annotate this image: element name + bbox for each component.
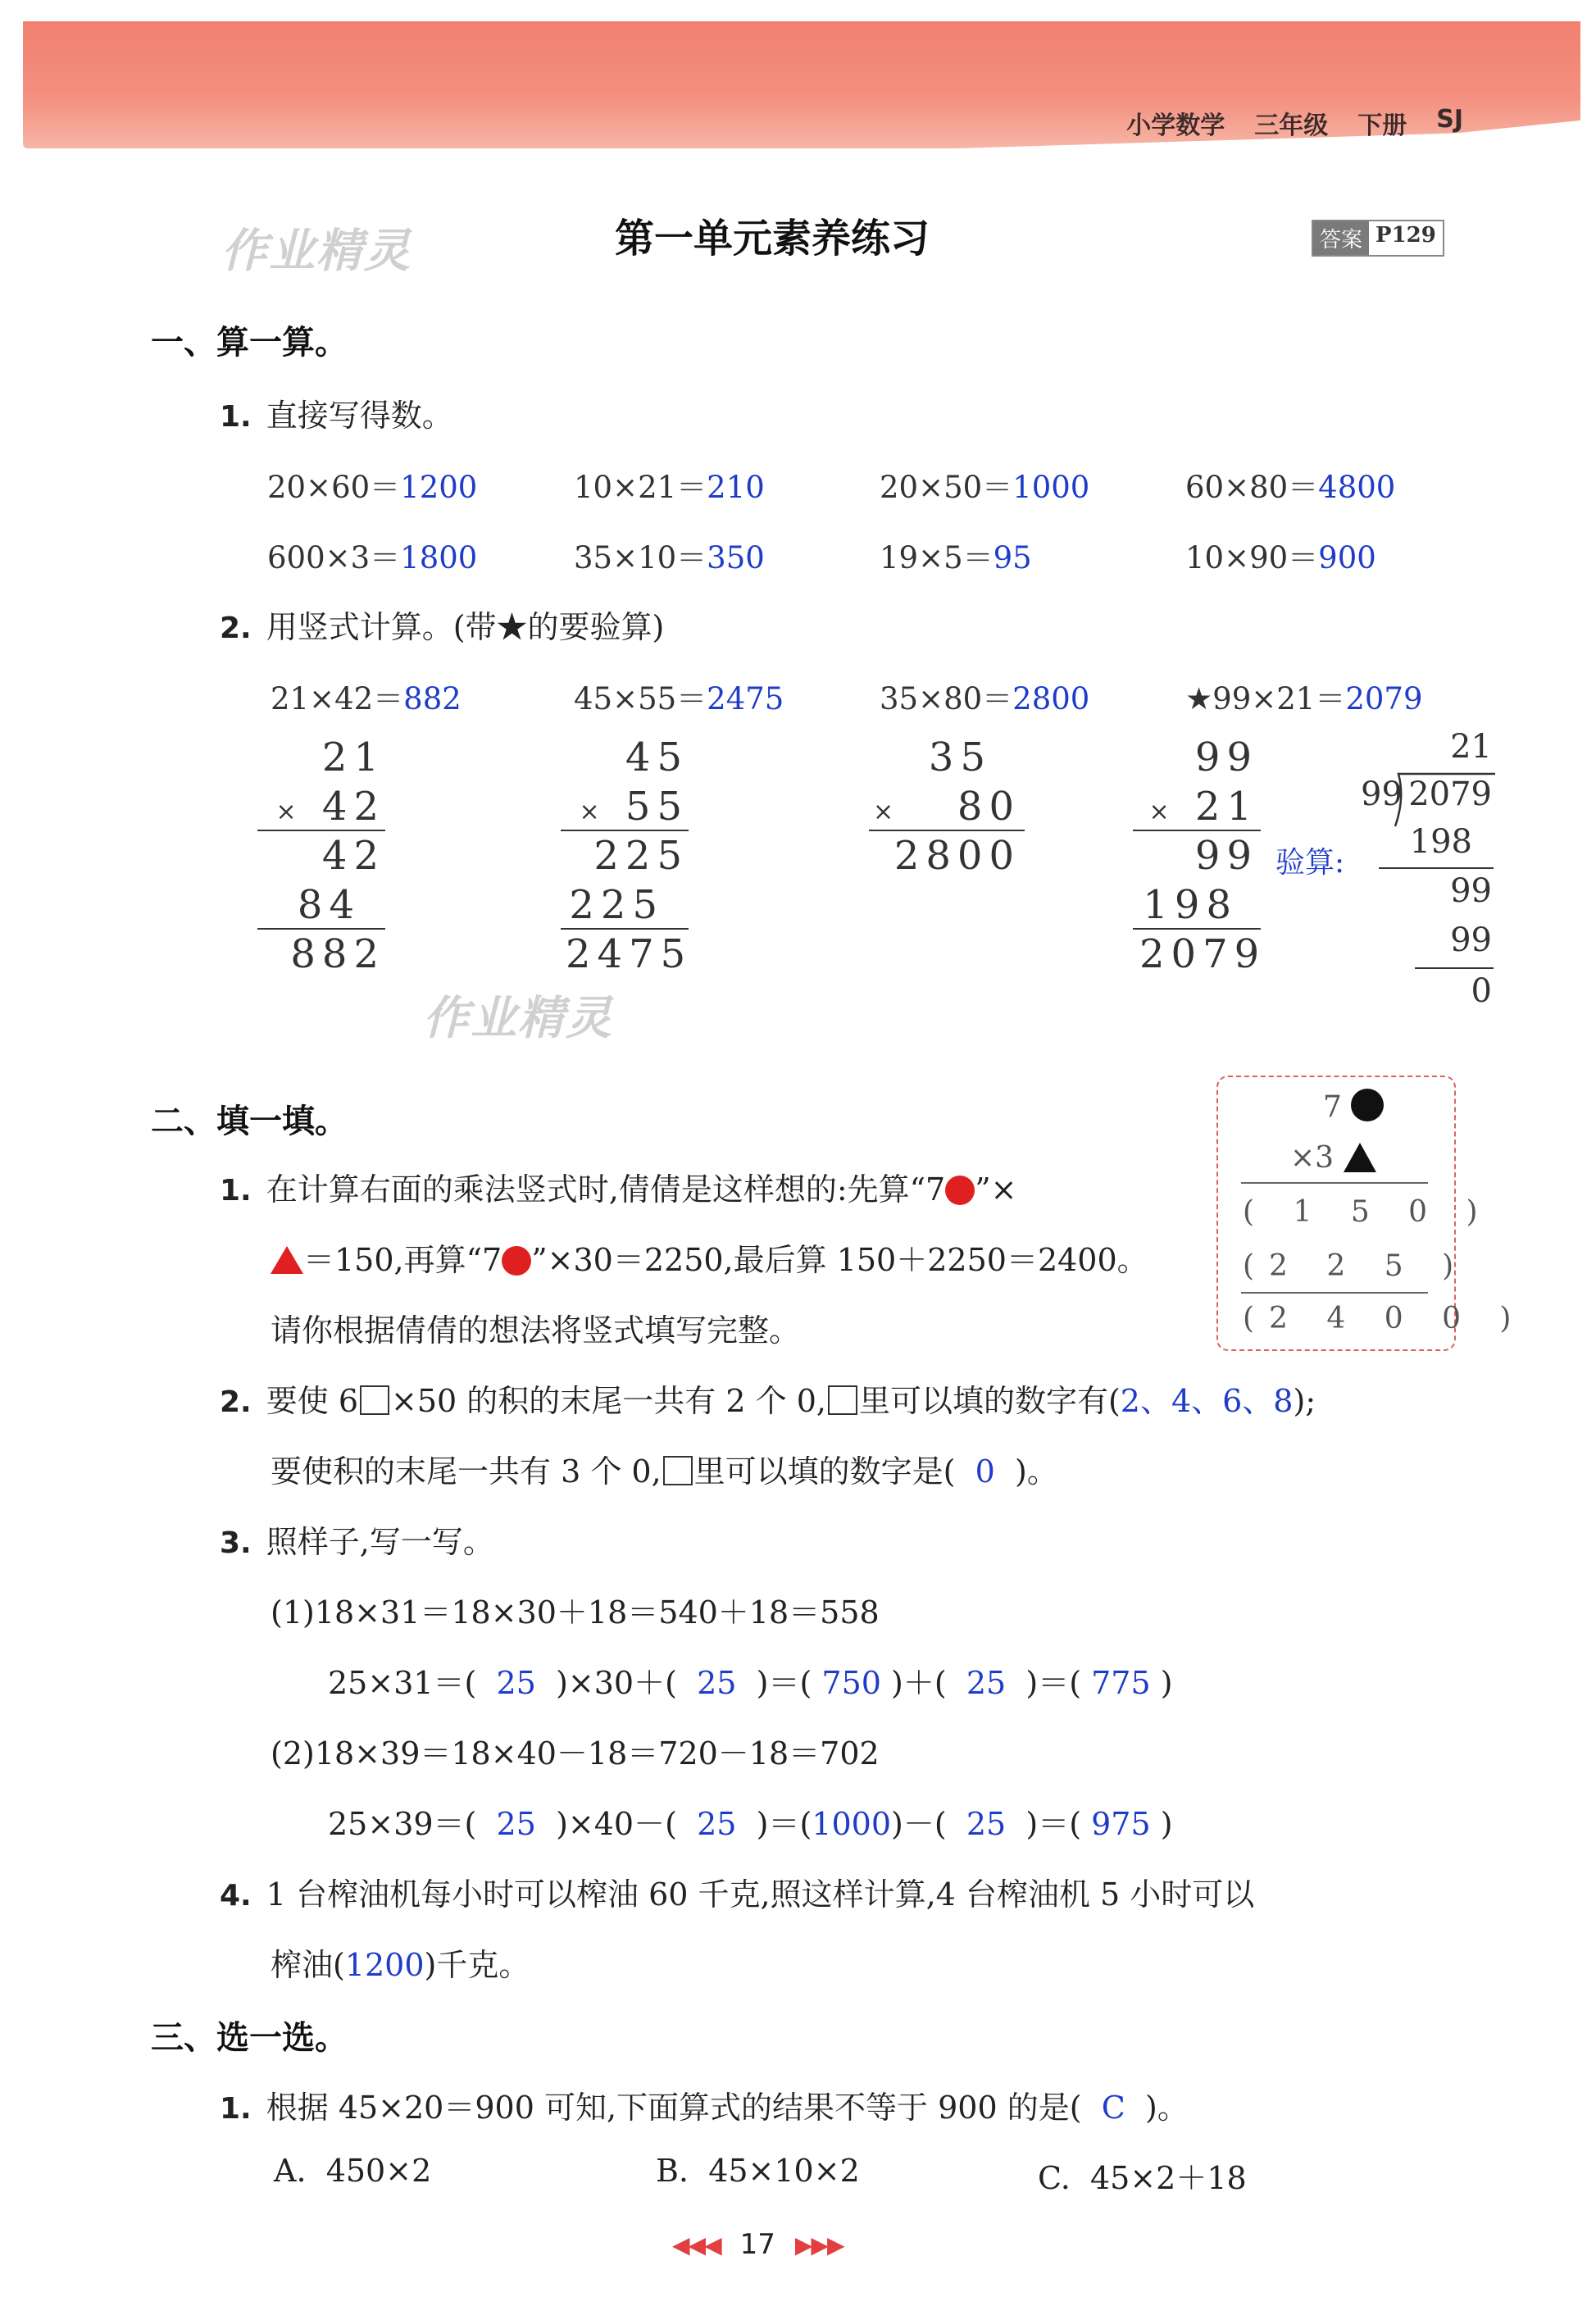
volume-label: 下册 [1357,111,1407,140]
answer: 350 [707,540,765,575]
answer: 1800 [400,540,478,575]
mental-calc-item [574,533,765,577]
text: 根据 45×20＝900 可知,下面算式的结果不等于 900 的是( [266,2090,1082,2126]
answer: 0 [975,1453,995,1490]
answer-page-tag[interactable] [1312,220,1444,257]
div-remainder-1: 99 [1450,872,1492,910]
s2-q4-line-1 [220,1869,1254,1914]
div-quotient: 21 [1450,728,1492,766]
blank-box [663,1456,693,1485]
v2-multiplier-value: 55 [625,784,689,830]
s2-q1-line-1 [220,1164,1017,1209]
text: )＝( [756,1806,812,1842]
v1-line-1 [257,830,385,831]
text: )＝( [1025,1665,1082,1701]
answer: 882 [403,681,462,716]
digit: 7 [1323,1090,1342,1124]
s2-q3-number: 3. [220,1526,252,1560]
expr: 600×3＝ [267,540,401,575]
page-footer [672,2228,843,2261]
div-divisor: 99 [1361,775,1403,813]
s1-q2-prompt [220,602,664,647]
answer: 25 [966,1665,1007,1701]
expr: 21×42＝ [271,681,404,716]
expr: 45×55＝ [574,681,707,716]
blank-box [360,1385,389,1415]
v2-multiplier [566,784,689,830]
s2-q3-example-2: (2)18×39＝18×40－18＝720－18＝702 [271,1735,880,1772]
div-line-1 [1379,867,1494,869]
answer: 95 [993,540,1032,575]
blank-box [828,1385,857,1415]
puzzle-multiplier [1290,1141,1376,1175]
s2-q2-line-2 [271,1446,1058,1491]
check-label: 验算: [1275,846,1345,880]
v4-multiplier-value: 21 [1194,784,1258,830]
expr: 20×50＝ [880,470,1013,505]
div-dividend: 2079 [1408,775,1492,813]
puzzle-line-1 [1241,1182,1428,1184]
v4-partial-2: 198 [1143,882,1238,928]
text: ×50 的积的末尾一共有 2 个 0, [391,1383,826,1419]
mental-calc-item [1185,533,1376,577]
text: 榨油( [271,1947,345,1983]
text: 要使 6 [266,1383,358,1419]
black-triangle-icon [1344,1143,1376,1172]
answer: 25 [697,1806,737,1842]
expr: 60×80＝ [1185,470,1319,505]
text: 里可以填的数字是( [693,1453,956,1490]
text: )。 [1015,1453,1058,1490]
v3-product: 2800 [893,833,1021,879]
section-3-heading: 三、选一选。 [151,2019,348,2057]
text: 25×39＝( [328,1806,477,1842]
answer: 25 [496,1665,536,1701]
v3-multiplier-value: 80 [957,784,1021,830]
v1-partial-1: 42 [321,833,385,879]
text: 1 台榨油机每小时可以榨油 60 千克,照这样计算,4 台榨油机 5 小时可以 [266,1876,1255,1913]
div-subtract-2: 99 [1450,921,1492,959]
answer: 25 [496,1806,536,1842]
times-sign: × [1148,798,1176,826]
v1-multiplier-value: 42 [321,784,385,830]
text: )×30＋( [556,1665,677,1701]
mental-calc-item [574,462,765,507]
black-circle-icon [1351,1089,1384,1121]
v3-multiplier [869,784,1021,830]
red-triangle-icon [271,1246,303,1274]
mental-calc-item [880,462,1089,507]
watermark-middle: 作业精灵 [423,992,613,1045]
red-circle-icon [502,1246,531,1276]
mental-calc-item [880,533,1032,577]
s1-q1-prompt [220,390,453,435]
answer: 750 [821,1665,881,1701]
times-sign: × [275,798,303,826]
option-key: B. [656,2153,689,2189]
text: )＋( [891,1665,947,1701]
option-b[interactable] [656,2153,860,2189]
text: ”×30＝2250,最后算 150＋2250＝2400。 [531,1242,1148,1278]
vertical-calc-item [271,674,462,718]
text: 要使积的末尾一共有 3 个 0, [271,1453,662,1490]
answer: 1200 [344,1947,425,1983]
mental-calc-item [1185,462,1395,507]
answer: 2、4、6、8 [1120,1383,1294,1419]
header-meta [1126,105,1463,141]
expr: 35×10＝ [574,540,707,575]
answer: 25 [697,1665,737,1701]
s2-q1-line-2 [271,1235,1148,1280]
section-1-heading: 一、算一算。 [151,324,348,362]
s2-q3-example-1: (1)18×31＝18×30＋18＝540＋18＝558 [271,1594,880,1631]
expr: 20×60＝ [267,470,401,505]
s2-q2-number: 2. [220,1385,252,1419]
answer: 2800 [1012,681,1090,716]
option-key: C. [1038,2160,1071,2196]
s2-q1-number: 1. [220,1174,252,1208]
answer: 1200 [400,470,478,505]
option-a[interactable] [274,2153,431,2189]
option-c[interactable] [1038,2153,1247,2198]
expr: ★99×21＝ [1185,681,1346,716]
expr: 10×21＝ [574,470,707,505]
text: ”× [975,1171,1017,1208]
answer: C [1101,2090,1125,2126]
s1-q1-text: 直接写得数。 [266,398,453,434]
v1-multiplier [271,784,385,830]
v1-line-2 [257,928,385,930]
s2-q3-fill-2 [328,1799,1173,1844]
mental-calc-item [267,533,477,577]
watermark-top: 作业精灵 [221,225,412,278]
vertical-calc-item [880,674,1089,718]
div-line-2 [1415,967,1494,969]
text: 里可以填的数字有( [858,1383,1121,1419]
digit: ×3 [1290,1141,1335,1175]
text: )＝( [756,1665,812,1701]
page-title: 第一单元素养练习 [615,216,930,262]
expr: 19×5＝ [880,540,994,575]
text: ); [1293,1383,1316,1419]
answer-tag-label: 答案 [1313,221,1369,255]
s3-q1-prompt [220,2082,1189,2127]
v4-multiplier [1139,784,1258,830]
option-value: 45×2＋18 [1089,2160,1247,2196]
s2-q3-prompt [220,1517,494,1562]
v2-line-2 [561,928,689,930]
v2-partial-1: 225 [593,833,689,879]
v3-line-1 [869,830,1025,831]
v4-product: 2079 [1139,931,1266,977]
option-key: A. [274,2153,307,2189]
v3-multiplicand: 35 [928,735,992,780]
expr: 35×80＝ [880,681,1013,716]
v1-product: 882 [290,931,385,977]
next-page-arrows-icon[interactable]: ▶▶▶ [794,2231,843,2258]
v4-multiplicand: 99 [1194,735,1258,780]
option-value: 450×2 [325,2153,432,2189]
div-final-remainder: 0 [1471,972,1492,1010]
v2-multiplicand: 45 [625,735,689,780]
times-sign: × [873,798,901,826]
v2-line-1 [561,830,689,831]
text: ＝150,再算“7 [303,1242,502,1278]
grade-label: 三年级 [1254,111,1329,140]
prev-page-arrows-icon[interactable]: ◀◀◀ [672,2231,721,2258]
s1-q1-number: 1. [220,400,252,434]
v2-partial-2: 225 [569,882,664,928]
answer: 210 [707,470,765,505]
s2-q4-number: 4. [220,1879,252,1913]
answer-tag-page: P129 [1369,221,1443,255]
option-value: 45×10×2 [708,2153,860,2189]
puzzle-top [1323,1089,1384,1124]
s3-q1-number: 1. [220,2092,252,2126]
times-sign: × [579,798,607,826]
text: ) [1160,1665,1173,1701]
red-circle-icon [945,1176,975,1205]
puzzle-line-2 [1241,1292,1428,1294]
text: )千克。 [424,1947,530,1983]
v1-partial-2: 84 [297,882,361,928]
s1-q2-text: 用竖式计算。(带★的要验算) [266,609,665,645]
answer: 975 [1091,1806,1151,1842]
answer: 1000 [1012,470,1090,505]
answer: 2475 [707,681,784,716]
answer: 775 [1091,1665,1151,1701]
v4-line-1 [1133,830,1261,831]
answer: 1000 [812,1806,892,1842]
expr: 10×90＝ [1185,540,1319,575]
page-number: 17 [739,2228,775,2261]
div-subtract-1: 198 [1409,823,1472,861]
text: )。 [1145,2090,1189,2126]
text: 照样子,写一写。 [266,1524,494,1560]
text: )＝( [1025,1806,1082,1842]
text: 25×31＝( [328,1665,477,1701]
s2-q3-fill-1 [328,1658,1173,1703]
answer: 2079 [1345,681,1423,716]
vertical-calc-item [1185,674,1423,718]
section-2-heading: 二、填一填。 [151,1103,348,1140]
s2-q2-line-1 [220,1376,1316,1421]
v1-multiplicand: 21 [321,735,385,780]
text: 在计算右面的乘法竖式时,倩倩是这样想的:先算“7 [266,1171,946,1208]
puzzle-row-1: ( 1 5 0 ) [1243,1195,1493,1229]
answer: 4800 [1318,470,1396,505]
text: )×40－( [556,1806,677,1842]
mental-calc-item [267,462,477,507]
text: )－( [891,1806,947,1842]
v2-product: 2475 [566,931,693,977]
v4-line-2 [1133,928,1261,930]
puzzle-row-3: (2 4 0 0 ) [1243,1302,1526,1335]
v4-partial-1: 99 [1194,833,1258,879]
answer: 900 [1318,540,1376,575]
subject-label: 小学数学 [1126,111,1225,140]
s1-q2-number: 2. [220,612,252,645]
edition-label: SJ [1436,105,1463,134]
puzzle-row-2: (2 2 5 ) [1243,1249,1469,1283]
answer: 25 [966,1806,1007,1842]
s2-q4-line-2 [271,1940,530,1985]
s2-q1-line-3: 请你根据倩倩的想法将竖式填写完整。 [271,1312,801,1349]
text: ) [1160,1806,1173,1842]
vertical-calc-item [574,674,784,718]
